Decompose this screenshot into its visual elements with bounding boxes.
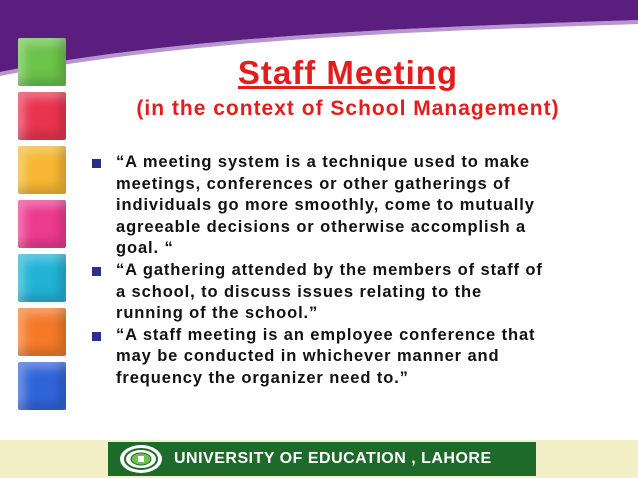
footer-bar: [108, 442, 536, 476]
color-tile-orange: [18, 308, 66, 356]
bullet-item: [90, 260, 620, 325]
university-seal-icon: [120, 445, 162, 473]
bullet-list: [90, 152, 620, 390]
color-tile-red: [18, 92, 66, 140]
bullet-text: “A staff meeting is an employee conference that may be conducted in whichever manner and frequency the organizer need to.”: [116, 325, 536, 387]
square-bullet-icon: [92, 159, 101, 168]
color-tile-green: [18, 38, 66, 86]
color-tile-yellow: [18, 146, 66, 194]
footer: [0, 440, 638, 478]
color-tile-cyan: [18, 254, 66, 302]
color-tile-blue: [18, 362, 66, 410]
bullet-item: [90, 325, 620, 390]
bullet-text: “A meeting system is a technique used to make meetings, conferences or other gatherings of individuals go more smoothly, come to mutually agreeable decisions or otherwise accomplish a goal. “: [116, 153, 535, 258]
color-tile-pink: [18, 200, 66, 248]
slide-title: Staff Meeting: [237, 54, 459, 91]
university-name: UNIVERSITY OF EDUCATION , LAHORE: [174, 450, 492, 467]
bullet-item: [90, 152, 620, 260]
square-bullet-icon: [92, 332, 101, 341]
square-bullet-icon: [92, 267, 101, 276]
slide-subtitle: (in the context of School Management): [136, 97, 560, 120]
bullet-text: “A gathering attended by the members of staff of a school, to discuss issues relating to the running of the school.”: [116, 260, 543, 323]
